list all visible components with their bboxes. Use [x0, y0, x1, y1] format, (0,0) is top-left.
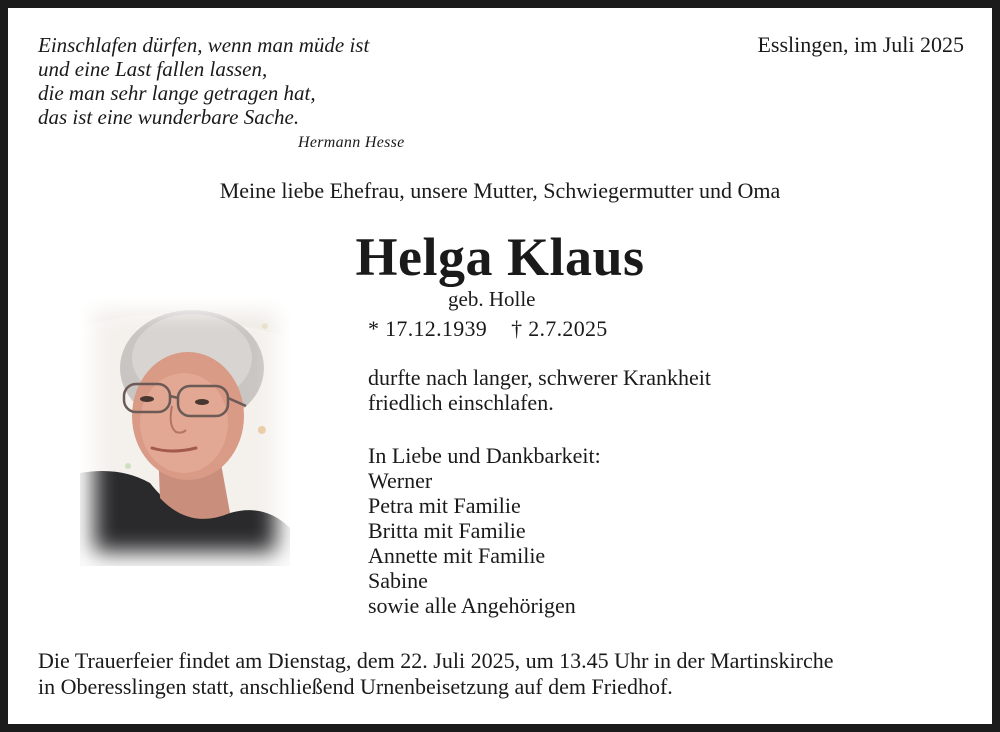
death-date: † 2.7.2025	[511, 316, 608, 341]
birth-date: * 17.12.1939	[368, 316, 488, 341]
funeral-notice-line: in Oberesslingen statt, anschließend Urnenbeisetzung auf dem Friedhof.	[38, 674, 673, 699]
life-dates	[368, 316, 608, 342]
passing-line: durfte nach langer, schwerer Krankheit	[368, 365, 712, 390]
poem-author: Hermann Hesse	[298, 134, 405, 151]
funeral-notice	[38, 648, 834, 700]
mourner-name: Britta mit Familie	[368, 518, 526, 543]
portrait-photo	[80, 298, 290, 566]
poem-line: die man sehr lange getragen hat,	[38, 81, 316, 105]
mourner-name: Petra mit Familie	[368, 493, 521, 518]
maiden-name: geb. Holle	[448, 287, 536, 311]
passing-text	[368, 365, 711, 415]
mourner-name: Werner	[368, 468, 433, 493]
mourners-heading: In Liebe und Dankbarkeit:	[368, 443, 601, 468]
mourners-list	[368, 443, 601, 618]
mourner-name: Sabine	[368, 568, 428, 593]
passing-line: friedlich einschlafen.	[368, 390, 554, 415]
mourner-name: Annette mit Familie	[368, 543, 546, 568]
mourner-name: sowie alle Angehörigen	[368, 593, 576, 618]
intro-text: Meine liebe Ehefrau, unsere Mutter, Schwiegermutter und Oma	[219, 178, 781, 203]
poem-line: das ist eine wunderbare Sache.	[38, 105, 300, 129]
poem-line: und eine Last fallen lassen,	[38, 57, 268, 81]
deceased-name: Helga Klaus	[355, 227, 645, 287]
poem-line: Einschlafen dürfen, wenn man müde ist	[38, 33, 370, 57]
place-date: Esslingen, im Juli 2025	[757, 32, 964, 57]
funeral-notice-line: Die Trauerfeier findet am Dienstag, dem 22. Juli 2025, um 13.45 Uhr in der Martinskirche	[38, 648, 834, 673]
poem	[38, 33, 369, 129]
